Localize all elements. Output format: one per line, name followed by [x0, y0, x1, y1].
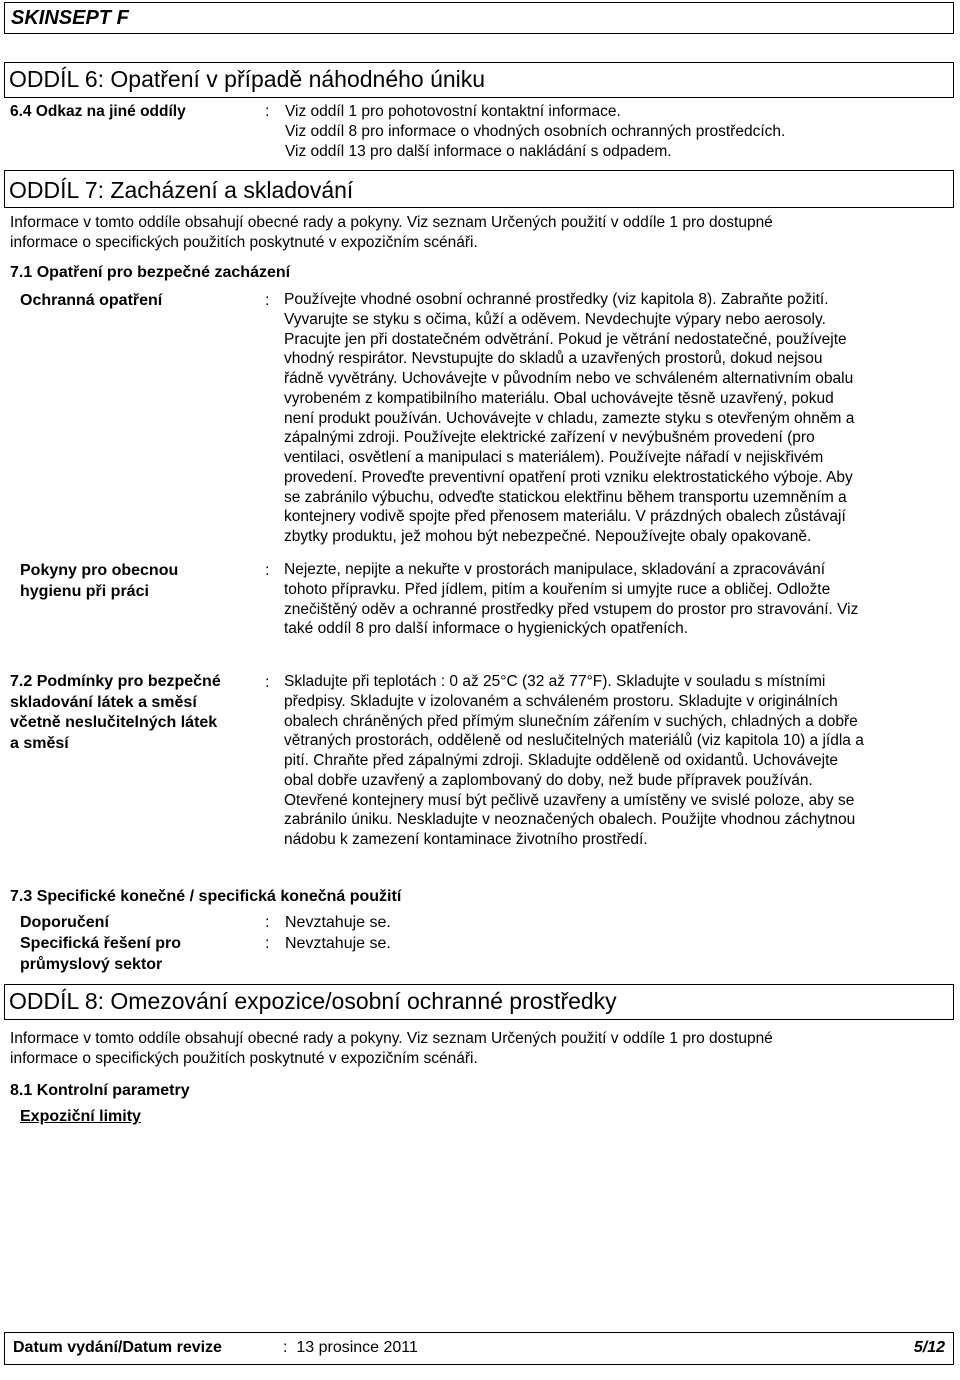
hygiene-label-line: hygienu při práci	[20, 583, 149, 600]
protective-line: kontejnery vodivě spojte před přenosem materiálu. V prázdných obalech zůstávají	[284, 508, 846, 526]
footer-date-value	[283, 1339, 418, 1357]
protective-line: vyrobeném z kompatibilního materiálu. Obal uchovávejte těsně uzavřený, pokud	[284, 389, 834, 407]
protective-text	[284, 290, 954, 547]
header-bar	[4, 2, 954, 34]
storage-label-line: včetně neslučitelných látek	[10, 714, 218, 731]
hygiene-text	[284, 560, 954, 639]
section-7-title: ODDÍL 7: Zacházení a skladování	[9, 177, 354, 203]
section-8-heading	[4, 984, 954, 1020]
storage-label-line: skladování látek a směsí	[10, 693, 197, 711]
subsection-7-3: 7.3 Specifické konečné / specifická konečná použití	[10, 888, 402, 905]
hygiene-line: Nejezte, nepijte a nekuřte v prostorách manipulace, skladování a zpracovávání	[284, 561, 826, 578]
protective-line: zápalnými zdroji. Používejte elektrické zařízení v nevýbušném provedení (pro	[284, 429, 815, 447]
storage-line: větraných prostorách, odděleně od neslučitelných materiálů (viz kapitola 10) a jídla a	[284, 732, 864, 750]
storage-label-line: 7.2 Podmínky pro bezpečné	[10, 673, 221, 690]
storage-line: obalech chráněných před přímým slunečním zářením v suchých, chladných a dobře	[284, 712, 858, 730]
section-8-intro-line-1: Informace v tomto oddíle obsahují obecné rady a pokyny. Viz seznam Určených použití v oddíle 1 pro dostupné	[10, 1030, 773, 1047]
industrial-value: Nevztahuje se.	[285, 935, 391, 952]
hygiene-line: tohoto přípravku. Před jídlem, pitím a kouřením si umyjte ruce a obličej. Odložte	[284, 580, 831, 598]
storage-text	[284, 672, 954, 850]
section-7-heading	[4, 170, 954, 208]
hygiene-label	[20, 560, 178, 602]
protective-line: není produkt používán. Uchovávejte v chladu, zamezte styku s otevřeným ohněm a	[284, 409, 855, 427]
section-7-intro-line-1: Informace v tomto oddíle obsahují obecné rady a pokyny. Viz seznam Určených použití v oddíle 1 pro dostupné	[10, 214, 773, 231]
protective-line: provedení. Proveďte preventivní opatření proti vzniku elektrostatického výboje. Aby	[284, 468, 853, 486]
recommendation-value: Nevztahuje se.	[285, 914, 391, 931]
protective-line: Pracujte jen při dostatečném odvětrání. Pokud je větrání nedostatečné, používejte	[284, 330, 847, 348]
section-7-intro-line-2: informace o specifických použitích poskytnuté v expozičním scénáři.	[10, 234, 478, 251]
section-6-title: ODDÍL 6: Opatření v případě náhodného úniku	[9, 66, 486, 92]
protective-line: se zabránilo výbuchu, odveďte statickou elektřinu během transportu uzemněním a	[284, 488, 847, 506]
protective-line: vhodný respirátor. Nevstupujte do skladů a uzavřených prostorů, dokud nejsou	[284, 350, 823, 368]
storage-line: obal dobře uzavřený a zaplombovaný do doby, než bude přípravek používán.	[284, 771, 813, 789]
footer-date-label: Datum vydání/Datum revize	[13, 1339, 222, 1356]
storage-line: zabránilo úniku. Neskladujte v neoznačených obalech. Použijte vhodnou záchytnou	[284, 811, 856, 829]
storage-label-line: a směsí	[10, 734, 69, 752]
storage-label	[10, 672, 221, 754]
footer-date: 13 prosince 2011	[296, 1339, 418, 1356]
recommendation-colon: :	[265, 914, 270, 931]
subsection-7-1: 7.1 Opatření pro bezpečné zacházení	[10, 264, 291, 281]
recommendation-label: Doporučení	[20, 914, 109, 931]
section-8-title: ODDÍL 8: Omezování expozice/osobní ochranné prostředky	[9, 988, 617, 1014]
ref-line-3: Viz oddíl 13 pro další informace o nakládání s odpadem.	[285, 143, 672, 160]
section-6-heading	[4, 62, 954, 98]
ref-line-1: Viz oddíl 1 pro pohotovostní kontaktní informace.	[285, 103, 621, 120]
ref-line-2: Viz oddíl 8 pro informace o vhodných osobních ochranných prostředcích.	[285, 123, 786, 140]
colon-6-4: :	[265, 103, 270, 120]
exposure-limits-heading: Expoziční limity	[20, 1108, 141, 1125]
hygiene-colon: :	[265, 562, 270, 579]
industrial-label-line: průmyslový sektor	[20, 956, 163, 973]
industrial-colon: :	[265, 935, 270, 952]
storage-line: Otevřené kontejnery musí být pečlivě uzavřeny a umístěny ve svislé poloze, aby se	[284, 791, 855, 809]
storage-line: Skladujte při teplotách : 0 až 25°C (32 až 77°F). Skladujte v souladu s místními	[284, 673, 826, 690]
protective-label: Ochranná opatření	[20, 292, 163, 309]
storage-line: pití. Chraňte před zápalnými zdroji. Skladujte odděleně od oxidantů. Uchovávejte	[284, 752, 839, 769]
hygiene-line: také oddíl 8 pro další informace o hygienických opatřeních.	[284, 620, 689, 638]
label-6-4: 6.4 Odkaz na jiné oddíly	[10, 103, 186, 120]
protective-line: řádně vyvětrány. Uchovávejte v původním nebo ve schváleném alternativním obalu	[284, 370, 854, 387]
storage-line: nádobu k zamezení kontaminace životního prostředí.	[284, 831, 648, 848]
storage-line: předpisy. Skladujte v izolovaném a schváleném prostoru. Skladujte v originálních	[284, 692, 838, 710]
product-name: SKINSEPT F	[11, 7, 129, 29]
section-8-intro-line-2: informace o specifických použitích poskytnuté v expozičním scénáři.	[10, 1050, 478, 1067]
protective-line: zbytky produktu, jež mohou být nebezpečné. Nepoužívejte obaly opakovaně.	[284, 528, 812, 545]
page-number: 5/12	[913, 1339, 945, 1356]
industrial-label-line: Specifická řešení pro	[20, 935, 181, 952]
protective-line: Vyvarujte se styku s očima, kůží a oděvem. Nevdechujte výpary nebo aerosoly.	[284, 310, 826, 328]
protective-colon: :	[265, 292, 270, 309]
hygiene-label-line: Pokyny pro obecnou	[20, 562, 179, 579]
industrial-label	[20, 933, 181, 975]
storage-colon: :	[265, 674, 270, 691]
footer-colon: :	[283, 1339, 288, 1356]
protective-line: ventilaci, osvětlení a manipulaci s materiálem). Používejte nářadí v nejiskřivém	[284, 449, 824, 466]
subsection-8-1: 8.1 Kontrolní parametry	[10, 1082, 190, 1099]
hygiene-line: znečištěný oděv a ochranné prostředky před vstupem do prostor pro stravování. Viz	[284, 600, 859, 618]
protective-line: Používejte vhodné osobní ochranné prostředky (viz kapitola 8). Zabraňte požití.	[284, 291, 829, 308]
footer-bar	[4, 1332, 954, 1365]
